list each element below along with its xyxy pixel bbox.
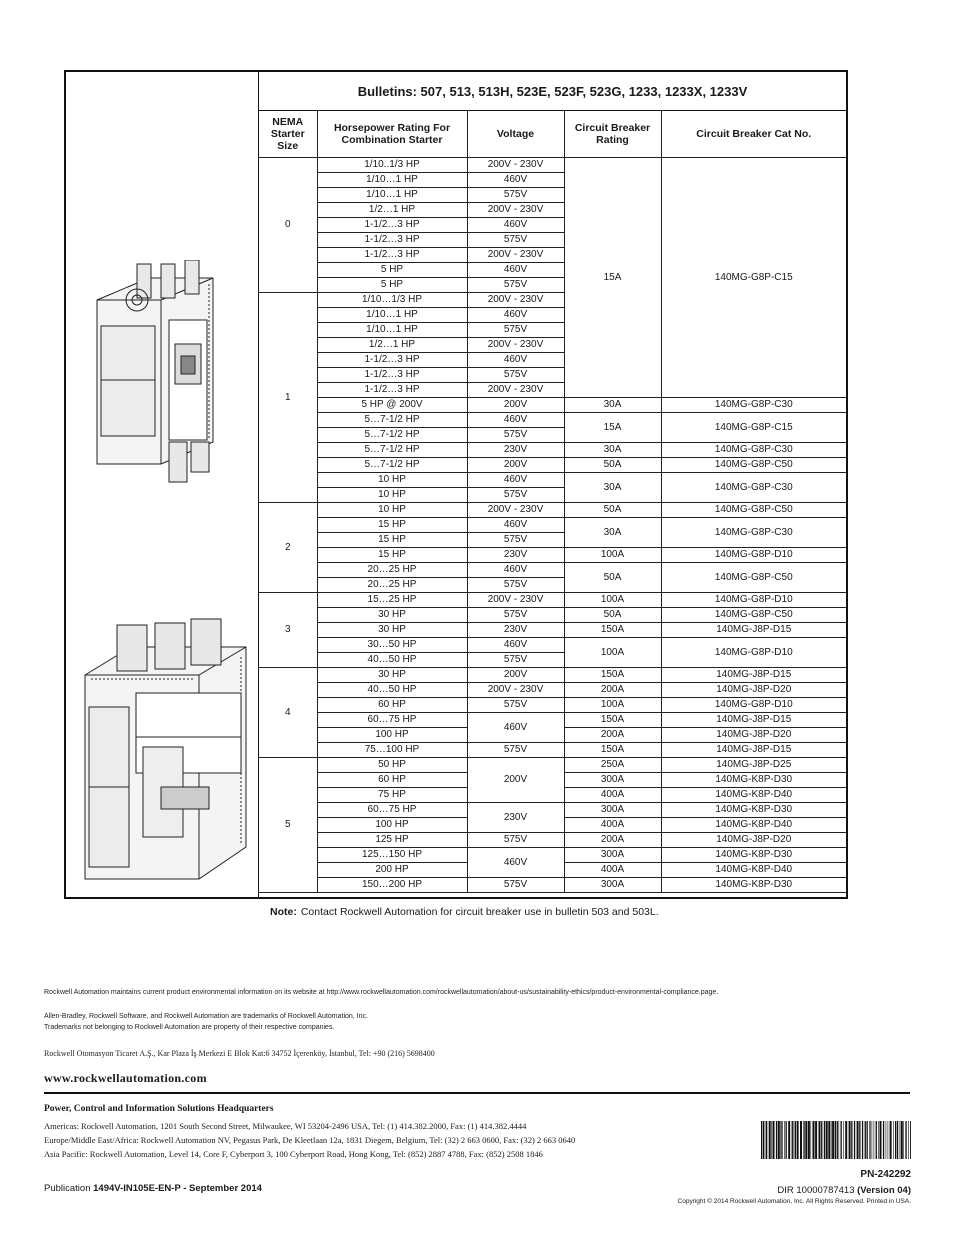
breaker-cat-cell: 140MG-K8P-D40 xyxy=(661,863,846,878)
voltage-cell: 230V xyxy=(467,803,564,833)
voltage-cell: 575V xyxy=(467,488,564,503)
breaker-rating-cell: 100A xyxy=(564,638,661,668)
barcode-bar xyxy=(778,1121,780,1159)
voltage-cell: 575V xyxy=(467,698,564,713)
barcode-bar xyxy=(824,1121,825,1159)
table-row xyxy=(259,803,846,818)
horsepower-cell: 10 HP xyxy=(317,503,467,518)
breaker-rating-cell: 100A xyxy=(564,593,661,608)
table-row xyxy=(259,668,846,683)
table-row xyxy=(259,518,846,533)
breaker-rating-cell: 50A xyxy=(564,503,661,518)
barcode-bar xyxy=(880,1121,882,1159)
breaker-rating-cell: 250A xyxy=(564,758,661,773)
voltage-cell: 575V xyxy=(467,428,564,443)
voltage-cell: 460V xyxy=(467,563,564,578)
voltage-cell: 200V xyxy=(467,758,564,803)
table-header-row xyxy=(259,111,846,158)
breaker-selection-table xyxy=(259,111,846,893)
table-body xyxy=(259,158,846,893)
barcode-bar xyxy=(815,1121,817,1159)
barcode-bar xyxy=(831,1121,832,1159)
table-row xyxy=(259,563,846,578)
horsepower-cell: 5…7-1/2 HP xyxy=(317,458,467,473)
horsepower-cell: 1-1/2…3 HP xyxy=(317,233,467,248)
horsepower-cell: 60…75 HP xyxy=(317,713,467,728)
table-row xyxy=(259,473,846,488)
barcode-bar xyxy=(901,1121,903,1159)
barcode-bar xyxy=(878,1121,879,1159)
voltage-cell: 460V xyxy=(467,848,564,878)
barcode-bar xyxy=(869,1121,870,1159)
breaker-cat-cell: 140MG-G8P-C15 xyxy=(661,158,846,398)
breaker-cat-cell: 140MG-G8P-C50 xyxy=(661,503,846,518)
breaker-rating-cell: 30A xyxy=(564,518,661,548)
table-row xyxy=(259,743,846,758)
breaker-cat-cell: 140MG-K8P-D30 xyxy=(661,773,846,788)
barcode-bar xyxy=(784,1121,785,1159)
barcode-bar xyxy=(788,1121,790,1159)
table-row xyxy=(259,878,846,893)
horsepower-cell: 125…150 HP xyxy=(317,848,467,863)
table-row xyxy=(259,848,846,863)
headquarters-title: Power, Control and Information Solutions Headquarters xyxy=(44,1104,274,1114)
barcode-bar xyxy=(867,1121,868,1159)
header-nema-size: NEMA Starter Size xyxy=(259,111,317,158)
horsepower-cell: 20…25 HP xyxy=(317,563,467,578)
voltage-cell: 575V xyxy=(467,653,564,668)
website-link[interactable]: www.rockwellautomation.com xyxy=(44,1071,207,1085)
barcode-bar xyxy=(766,1121,767,1159)
breaker-rating-cell: 400A xyxy=(564,818,661,833)
table-row xyxy=(259,623,846,638)
table-row xyxy=(259,593,846,608)
barcode-bar xyxy=(797,1121,799,1159)
circuit-breaker-large-image xyxy=(81,617,251,887)
barcode-bar xyxy=(849,1121,851,1159)
barcode-bar xyxy=(776,1121,777,1159)
breaker-cat-cell: 140MG-J8P-D15 xyxy=(661,743,846,758)
barcode-bar xyxy=(782,1121,783,1159)
breaker-cat-cell: 140MG-G8P-C30 xyxy=(661,473,846,503)
barcode-bar xyxy=(897,1121,898,1159)
voltage-cell: 200V - 230V xyxy=(467,383,564,398)
dir-version xyxy=(777,1185,911,1196)
horsepower-cell: 60 HP xyxy=(317,773,467,788)
table-row xyxy=(259,443,846,458)
barcode-bar xyxy=(841,1121,842,1159)
barcode-bar xyxy=(859,1121,860,1159)
horsepower-cell: 1/10…1 HP xyxy=(317,188,467,203)
horsepower-cell: 15 HP xyxy=(317,548,467,563)
publication-prefix: Publication xyxy=(44,1183,91,1194)
voltage-cell: 200V - 230V xyxy=(467,293,564,308)
voltage-cell: 200V - 230V xyxy=(467,203,564,218)
breaker-cat-cell: 140MG-G8P-C50 xyxy=(661,608,846,623)
barcode-bar xyxy=(811,1121,812,1159)
table-row xyxy=(259,398,846,413)
horsepower-cell: 1/2…1 HP xyxy=(317,338,467,353)
breaker-rating-cell: 300A xyxy=(564,773,661,788)
trademark-line-1: Allen-Bradley, Rockwell Software, and Rockwell Automation are trademarks of Rockwell Automation, Inc. xyxy=(44,1013,368,1020)
version: (Version 04) xyxy=(857,1185,911,1196)
barcode-bar xyxy=(821,1121,822,1159)
copyright: Copyright © 2014 Rockwell Automation, Inc. All Rights Reserved. Printed in USA. xyxy=(677,1198,911,1205)
voltage-cell: 575V xyxy=(467,233,564,248)
voltage-cell: 200V xyxy=(467,398,564,413)
voltage-cell: 460V xyxy=(467,413,564,428)
barcode-bar xyxy=(862,1121,863,1159)
barcode-bar xyxy=(845,1121,847,1159)
voltage-cell: 460V xyxy=(467,173,564,188)
horsepower-cell: 1/2…1 HP xyxy=(317,203,467,218)
nema-size-cell: 2 xyxy=(259,503,317,593)
horsepower-cell: 75 HP xyxy=(317,788,467,803)
barcode-bar xyxy=(872,1121,873,1159)
barcode-bar xyxy=(874,1121,875,1159)
breaker-cat-cell: 140MG-G8P-C30 xyxy=(661,443,846,458)
horsepower-cell: 1/10…1 HP xyxy=(317,308,467,323)
breaker-cat-cell: 140MG-J8P-D15 xyxy=(661,713,846,728)
table-row xyxy=(259,698,846,713)
barcode-bar xyxy=(865,1121,866,1159)
voltage-cell: 575V xyxy=(467,608,564,623)
breaker-cat-cell: 140MG-J8P-D25 xyxy=(661,758,846,773)
breaker-cat-cell: 140MG-J8P-D20 xyxy=(661,833,846,848)
horsepower-cell: 1-1/2…3 HP xyxy=(317,218,467,233)
part-number: PN-242292 xyxy=(860,1169,911,1180)
voltage-cell: 460V xyxy=(467,638,564,653)
table-row xyxy=(259,758,846,773)
table-frame xyxy=(64,70,848,899)
bulletin-title: Bulletins: 507, 513, 513H, 523E, 523F, 523G, 1233, 1233X, 1233V xyxy=(259,72,846,111)
barcode-bar xyxy=(773,1121,775,1159)
horsepower-cell: 1/10…1/3 HP xyxy=(317,293,467,308)
breaker-rating-cell: 400A xyxy=(564,788,661,803)
voltage-cell: 200V - 230V xyxy=(467,158,564,173)
breaker-rating-cell: 300A xyxy=(564,878,661,893)
barcode-bar xyxy=(786,1121,787,1159)
header-horsepower: Horsepower Rating For Combination Starter xyxy=(317,111,467,158)
table-row xyxy=(259,638,846,653)
barcode-bar xyxy=(908,1121,909,1159)
barcode-bar xyxy=(763,1121,764,1159)
breaker-cat-cell: 140MG-G8P-C50 xyxy=(661,563,846,593)
voltage-cell: 200V - 230V xyxy=(467,503,564,518)
barcode-bar xyxy=(857,1121,859,1159)
barcode-bar xyxy=(883,1121,884,1159)
horsepower-cell: 75…100 HP xyxy=(317,743,467,758)
breaker-cat-cell: 140MG-K8P-D30 xyxy=(661,878,846,893)
horsepower-cell: 200 HP xyxy=(317,863,467,878)
barcode-bar xyxy=(828,1121,830,1159)
horsepower-cell: 125 HP xyxy=(317,833,467,848)
table-row xyxy=(259,158,846,173)
header-breaker-cat: Circuit Breaker Cat No. xyxy=(661,111,846,158)
barcode-bar xyxy=(795,1121,796,1159)
table-row xyxy=(259,608,846,623)
header-voltage: Voltage xyxy=(467,111,564,158)
horsepower-cell: 5…7-1/2 HP xyxy=(317,443,467,458)
voltage-cell: 460V xyxy=(467,518,564,533)
barcode-bar xyxy=(761,1121,762,1159)
barcode-bar xyxy=(813,1121,815,1159)
table-row xyxy=(259,548,846,563)
header-breaker-rating: Circuit Breaker Rating xyxy=(564,111,661,158)
horsepower-cell: 5 HP xyxy=(317,278,467,293)
nema-size-cell: 5 xyxy=(259,758,317,893)
barcode-bar xyxy=(769,1121,771,1159)
breaker-cat-cell: 140MG-K8P-D30 xyxy=(661,803,846,818)
horsepower-cell: 100 HP xyxy=(317,728,467,743)
barcode-bar xyxy=(794,1121,795,1159)
barcode-bar xyxy=(839,1121,840,1159)
breaker-cat-cell: 140MG-G8P-D10 xyxy=(661,698,846,713)
barcode-bar xyxy=(893,1121,894,1159)
environmental-info: Rockwell Automation maintains current product environmental information on its website at http://www.rockwellautomation.com/rockwellautomation/about-us/sustainability-ethics/product-environmental-compliance.page. xyxy=(44,989,719,996)
horsepower-cell: 50 HP xyxy=(317,758,467,773)
barcode-bar xyxy=(870,1121,871,1159)
circuit-breaker-small-image xyxy=(91,260,221,515)
barcode-bar xyxy=(903,1121,904,1159)
horsepower-cell: 60 HP xyxy=(317,698,467,713)
horsepower-cell: 30…50 HP xyxy=(317,638,467,653)
nema-size-cell: 3 xyxy=(259,593,317,668)
barcode-bar xyxy=(876,1121,877,1159)
voltage-cell: 460V xyxy=(467,218,564,233)
voltage-cell: 200V xyxy=(467,458,564,473)
barcode-bar xyxy=(771,1121,772,1159)
voltage-cell: 200V - 230V xyxy=(467,338,564,353)
barcode-bar xyxy=(792,1121,793,1159)
breaker-rating-cell: 15A xyxy=(564,413,661,443)
horsepower-cell: 1/10…1 HP xyxy=(317,173,467,188)
breaker-rating-cell: 200A xyxy=(564,683,661,698)
breaker-cat-cell: 140MG-J8P-D20 xyxy=(661,728,846,743)
product-image-column xyxy=(66,72,259,897)
note xyxy=(270,906,659,918)
horsepower-cell: 40…50 HP xyxy=(317,683,467,698)
breaker-cat-cell: 140MG-G8P-C30 xyxy=(661,518,846,548)
breaker-cat-cell: 140MG-K8P-D40 xyxy=(661,788,846,803)
barcode-bar xyxy=(805,1121,807,1159)
breaker-rating-cell: 30A xyxy=(564,443,661,458)
breaker-cat-cell: 140MG-G8P-D10 xyxy=(661,593,846,608)
horsepower-cell: 1/10..1/3 HP xyxy=(317,158,467,173)
horsepower-cell: 150…200 HP xyxy=(317,878,467,893)
voltage-cell: 200V - 230V xyxy=(467,593,564,608)
breaker-rating-cell: 100A xyxy=(564,548,661,563)
horsepower-cell: 5…7-1/2 HP xyxy=(317,413,467,428)
voltage-cell: 460V xyxy=(467,308,564,323)
europe-address: Europe/Middle East/Africa: Rockwell Automation NV, Pegasus Park, De Kleetlaan 12a, 1831 Diegem, Belgium, Tel: (32) 2 663 0600, Fax: (32) 2 663 0640 xyxy=(44,1135,576,1145)
barcode-bar xyxy=(888,1121,889,1159)
barcode-bar xyxy=(832,1121,834,1159)
horsepower-cell: 15 HP xyxy=(317,533,467,548)
voltage-cell: 575V xyxy=(467,188,564,203)
voltage-cell: 575V xyxy=(467,323,564,338)
breaker-rating-cell: 150A xyxy=(564,713,661,728)
barcode-bar xyxy=(854,1121,855,1159)
breaker-cat-cell: 140MG-G8P-C30 xyxy=(661,398,846,413)
voltage-cell: 460V xyxy=(467,353,564,368)
horsepower-cell: 5 HP @ 200V xyxy=(317,398,467,413)
breaker-rating-cell: 200A xyxy=(564,728,661,743)
breaker-cat-cell: 140MG-G8P-C15 xyxy=(661,413,846,443)
voltage-cell: 230V xyxy=(467,623,564,638)
breaker-rating-cell: 100A xyxy=(564,698,661,713)
voltage-cell: 575V xyxy=(467,278,564,293)
horsepower-cell: 5…7-1/2 HP xyxy=(317,428,467,443)
voltage-cell: 230V xyxy=(467,443,564,458)
voltage-cell: 230V xyxy=(467,548,564,563)
barcode-bar xyxy=(890,1121,892,1159)
table-row xyxy=(259,413,846,428)
breaker-cat-cell: 140MG-G8P-D10 xyxy=(661,548,846,563)
breaker-rating-cell: 400A xyxy=(564,863,661,878)
voltage-cell: 575V xyxy=(467,533,564,548)
breaker-cat-cell: 140MG-K8P-D30 xyxy=(661,848,846,863)
horsepower-cell: 1-1/2…3 HP xyxy=(317,368,467,383)
horsepower-cell: 15…25 HP xyxy=(317,593,467,608)
note-label: Note: xyxy=(270,906,297,918)
breaker-rating-cell: 50A xyxy=(564,608,661,623)
breaker-rating-cell: 150A xyxy=(564,743,661,758)
horsepower-cell: 1-1/2…3 HP xyxy=(317,353,467,368)
horsepower-cell: 1-1/2…3 HP xyxy=(317,248,467,263)
voltage-cell: 460V xyxy=(467,473,564,488)
horsepower-cell: 1-1/2…3 HP xyxy=(317,383,467,398)
breaker-cat-cell: 140MG-K8P-D40 xyxy=(661,818,846,833)
horsepower-cell: 1/10…1 HP xyxy=(317,323,467,338)
barcode-image xyxy=(761,1121,911,1159)
nema-size-cell: 0 xyxy=(259,158,317,293)
horsepower-cell: 60…75 HP xyxy=(317,803,467,818)
table-row xyxy=(259,458,846,473)
breaker-rating-cell: 50A xyxy=(564,458,661,473)
barcode-bar xyxy=(886,1121,887,1159)
barcode-bar xyxy=(900,1121,901,1159)
breaker-cat-cell: 140MG-J8P-D20 xyxy=(661,683,846,698)
breaker-cat-cell: 140MG-J8P-D15 xyxy=(661,668,846,683)
breaker-cat-cell: 140MG-G8P-D10 xyxy=(661,638,846,668)
table-row xyxy=(259,833,846,848)
horsepower-cell: 15 HP xyxy=(317,518,467,533)
table-row xyxy=(259,713,846,728)
horsepower-cell: 5 HP xyxy=(317,263,467,278)
voltage-cell: 200V xyxy=(467,668,564,683)
barcode-bar xyxy=(851,1121,852,1159)
nema-size-cell: 4 xyxy=(259,668,317,758)
breaker-cat-cell: 140MG-G8P-C50 xyxy=(661,458,846,473)
breaker-rating-cell: 150A xyxy=(564,623,661,638)
breaker-rating-cell: 30A xyxy=(564,473,661,503)
nema-size-cell: 1 xyxy=(259,293,317,503)
note-text: Contact Rockwell Automation for circuit breaker use in bulletin 503 and 503L. xyxy=(300,906,659,918)
voltage-cell: 460V xyxy=(467,263,564,278)
horsepower-cell: 30 HP xyxy=(317,608,467,623)
barcode-bar xyxy=(905,1121,906,1159)
voltage-cell: 460V xyxy=(467,713,564,743)
horsepower-cell: 30 HP xyxy=(317,668,467,683)
barcode-bar xyxy=(800,1121,802,1159)
publication-code: 1494V-IN105E-EN-P - September 2014 xyxy=(93,1183,262,1194)
barcode-bar xyxy=(835,1121,836,1159)
breaker-rating-cell: 200A xyxy=(564,833,661,848)
asia-address: Asia Pacific: Rockwell Automation, Level 14, Core F, Cyberport 3, 100 Cyberport Road, Hong Kong, Tel: (852) 2887 4788, Fax: (852) 2508 1846 xyxy=(44,1149,543,1159)
breaker-rating-cell: 15A xyxy=(564,158,661,398)
voltage-cell: 575V xyxy=(467,878,564,893)
barcode-bar xyxy=(808,1121,810,1159)
breaker-rating-cell: 50A xyxy=(564,563,661,593)
horsepower-cell: 30 HP xyxy=(317,623,467,638)
breaker-rating-cell: 150A xyxy=(564,668,661,683)
voltage-cell: 575V xyxy=(467,368,564,383)
dir-number: DIR 10000787413 xyxy=(777,1185,855,1196)
footer-divider xyxy=(44,1092,910,1094)
turkey-address: Rockwell Otomasyon Ticaret A.Ş., Kar Plaza İş Merkezi E Blok Kat:6 34752 İçerenköy, İstanbul, Tel: +90 (216) 5698400 xyxy=(44,1049,435,1058)
voltage-cell: 575V xyxy=(467,743,564,758)
horsepower-cell: 100 HP xyxy=(317,818,467,833)
barcode-bar xyxy=(803,1121,804,1159)
voltage-cell: 200V - 230V xyxy=(467,248,564,263)
barcode-bar xyxy=(910,1121,911,1159)
breaker-rating-cell: 30A xyxy=(564,398,661,413)
barcode-bar xyxy=(826,1121,828,1159)
barcode-bar xyxy=(895,1121,896,1159)
horsepower-cell: 20…25 HP xyxy=(317,578,467,593)
breaker-rating-cell: 300A xyxy=(564,803,661,818)
americas-address: Americas: Rockwell Automation, 1201 South Second Street, Milwaukee, WI 53204-2496 USA, Tel: (1) 414.382.2000, Fax: (1) 414.382.4444 xyxy=(44,1121,527,1131)
breaker-cat-cell: 140MG-J8P-D15 xyxy=(661,623,846,638)
barcode-bar xyxy=(843,1121,844,1159)
trademark-line-2: Trademarks not belonging to Rockwell Automation are property of their respective companies. xyxy=(44,1024,335,1031)
breaker-rating-cell: 300A xyxy=(564,848,661,863)
barcode-bar xyxy=(819,1121,821,1159)
horsepower-cell: 10 HP xyxy=(317,488,467,503)
selection-table-area xyxy=(259,72,846,897)
barcode-bar xyxy=(765,1121,766,1159)
publication-info xyxy=(44,1183,262,1194)
barcode-bar xyxy=(780,1121,781,1159)
table-row xyxy=(259,503,846,518)
horsepower-cell: 40…50 HP xyxy=(317,653,467,668)
voltage-cell: 575V xyxy=(467,578,564,593)
voltage-cell: 200V - 230V xyxy=(467,683,564,698)
barcode-bar xyxy=(837,1121,838,1159)
horsepower-cell: 10 HP xyxy=(317,473,467,488)
table-row xyxy=(259,683,846,698)
voltage-cell: 575V xyxy=(467,833,564,848)
